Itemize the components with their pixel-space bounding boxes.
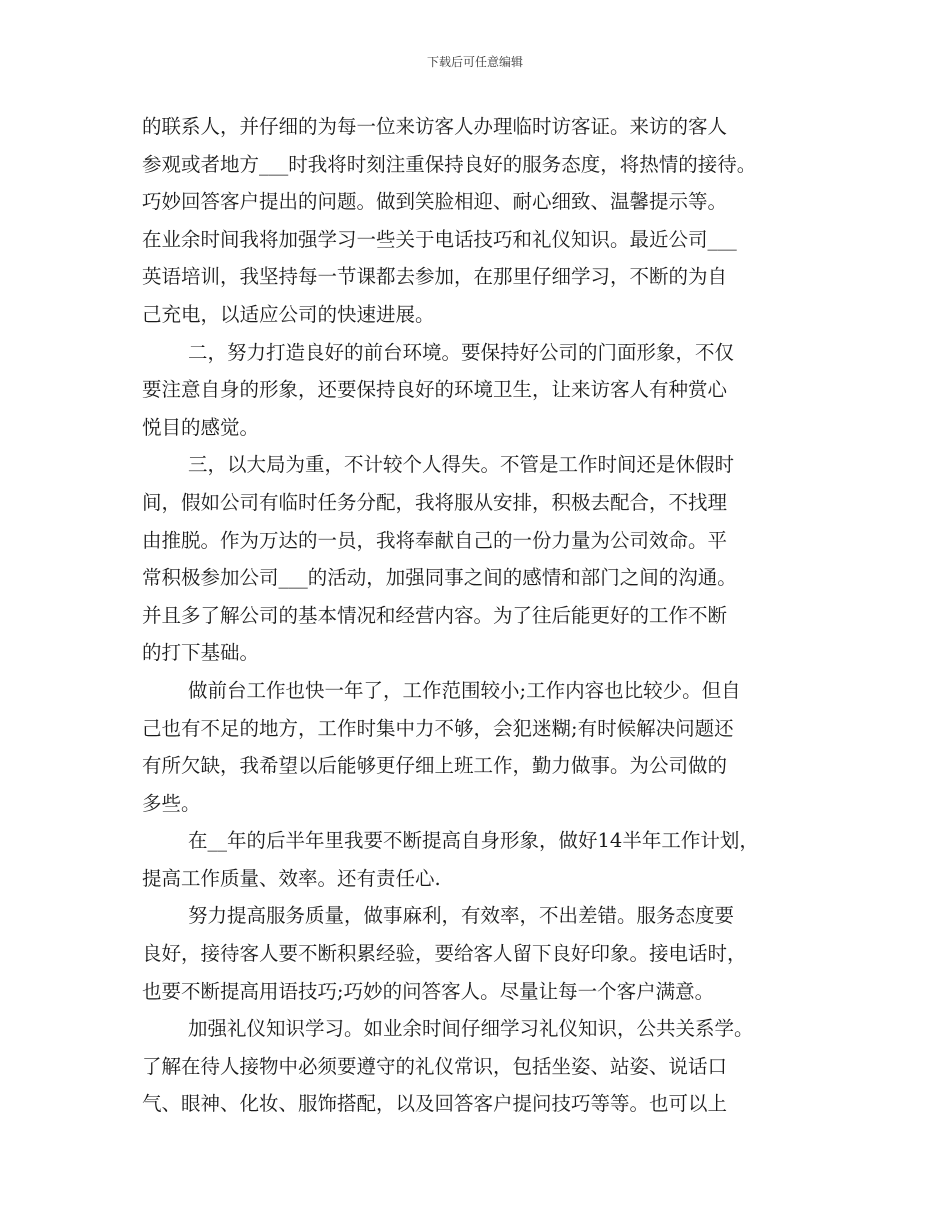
text-line: 并且多了解公司的基本情况和经营内容。为了往后能更好的工作不断 bbox=[142, 603, 728, 627]
text-line: 三，以大局为重，不计较个人得失。不管是工作时间还是休假时 bbox=[188, 453, 735, 477]
text-line: 参观或者地方___时我将时刻注重保持良好的服务态度，将热情的接待。 bbox=[142, 152, 757, 176]
text-line: 努力提高服务质量，做事麻利，有效率，不出差错。服务态度要 bbox=[188, 904, 735, 928]
text-line: 的联系人，并仔细的为每一位来访客人办理临时访客证。来访的客人 bbox=[142, 115, 728, 138]
text-line: 做前台工作也快一年了，工作范围较小;工作内容也比较少。但自 bbox=[188, 678, 741, 702]
text-line: 加强礼仪知识学习。如业余时间仔细学习礼仪知识，公共关系学。 bbox=[188, 1017, 754, 1041]
text-line: 常积极参加公司___的活动，加强同事之间的感情和部门之间的沟通。 bbox=[142, 566, 737, 590]
text-line: 气、眼神、化妆、服饰搭配，以及回答客户提问技巧等等。也可以上 bbox=[142, 1092, 728, 1116]
text-line: 巧妙回答客户提出的问题。做到笑脸相迎、耐心细致、温馨提示等。 bbox=[142, 190, 728, 214]
text-line: 悦目的感觉。 bbox=[142, 415, 260, 439]
text-line: 间，假如公司有临时任务分配，我将服从安排，积极去配合，不找理 bbox=[142, 490, 728, 514]
text-line: 了解在待人接物中必须要遵守的礼仪常识，包括坐姿、站姿、说话口 bbox=[142, 1054, 728, 1078]
text-line: 由推脱。作为万达的一员，我将奉献自己的一份力量为公司效命。平 bbox=[142, 528, 728, 552]
document-body bbox=[142, 108, 822, 1123]
text-line: 多些。 bbox=[142, 791, 201, 815]
text-line: 在__年的后半年里我要不断提高自身形象，做好14半年工作计划， bbox=[188, 829, 759, 853]
text-line: 提高工作质量、效率。还有责任心. bbox=[142, 866, 441, 890]
text-line: 要注意自身的形象，还要保持良好的环境卫生，让来访客人有种赏心 bbox=[142, 378, 728, 402]
text-line: 良好，接待客人要不断积累经验，要给客人留下良好印象。接电话时， bbox=[142, 942, 747, 966]
page-header: 下载后可任意编辑 bbox=[426, 55, 523, 69]
text-line: 在业余时间我将加强学习一些关于电话技巧和礼仪知识。最近公司___ bbox=[142, 227, 737, 251]
text-line: 己充电，以适应公司的快速进展。 bbox=[142, 302, 435, 326]
text-line: 己也有不足的地方，工作时集中力不够，会犯迷糊;有时候解决问题还 bbox=[142, 716, 734, 740]
text-line: 二，努力打造良好的前台环境。要保持好公司的门面形象，不仅 bbox=[188, 340, 735, 364]
text-line: 的打下基础。 bbox=[142, 641, 260, 665]
text-line: 有所欠缺，我希望以后能够更仔细上班工作，勤力做事。为公司做的 bbox=[142, 754, 728, 778]
text-line: 也要不断提高用语技巧;巧妙的问答客人。尽量让每一个客户满意。 bbox=[142, 979, 715, 1003]
text-line: 英语培训，我坚持每一节课都去参加，在那里仔细学习，不断的为自 bbox=[142, 265, 728, 289]
